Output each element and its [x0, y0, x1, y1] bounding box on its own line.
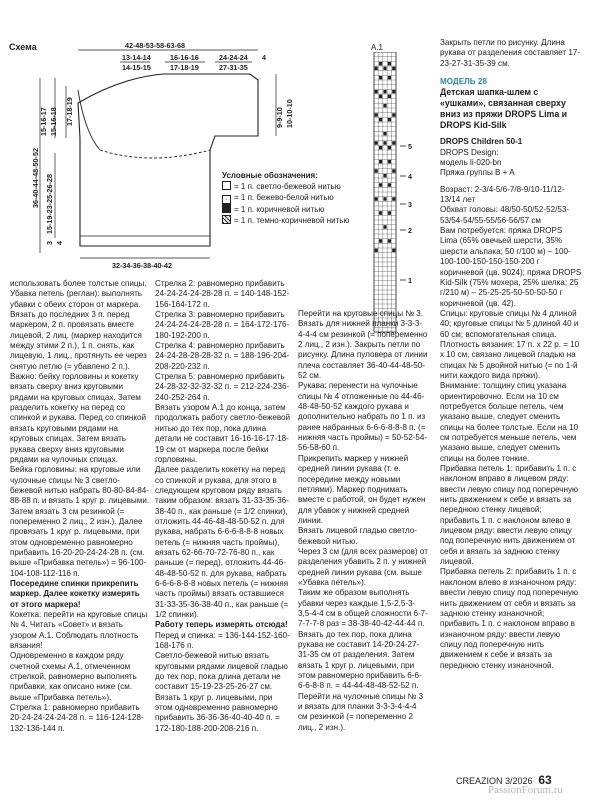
legend-item: = 1 п. светло-бежевой нитью: [222, 181, 372, 192]
schema-title: Схема: [9, 42, 37, 52]
chart-cell: [379, 76, 382, 79]
paragraph: Одновременно в каждом ряду счетной схемы A.1, отмеченном стрелкой, равномерно выполнять прибавки, как описано ниже (см. выше «Прибавка петель»).: [10, 651, 137, 702]
dim-left-total: 36-40-44-48-50-52: [31, 148, 40, 208]
chart-cell: [375, 113, 378, 116]
text-column-2: [155, 279, 291, 734]
chart-cell: [383, 174, 386, 177]
legend-item: = 1 п. коричневой нитью: [222, 204, 372, 215]
model-code: модель li-020-bn: [440, 158, 502, 168]
dim-left-d: 15-19-23-25-26-28: [45, 174, 54, 234]
paragraph: Стрелка 5: равномерно прибавить 24-28-32-32-32-32 п. = 212-224-236-240-252-264 п.: [155, 372, 290, 402]
paragraph: Важно: бейку горловины и кокетку вязать сверху вниз круговыми рядами на круговых спицах. Затем разделить кокетку на перед со спинкой и рукава. Перед со спинкой вязать круговыми рядами на круговых спицах. Затем вязать рукава сверху вниз круговыми рядами на чулочных спицах.: [10, 372, 147, 464]
model-number: МОДЕЛЬ 28: [440, 77, 487, 87]
page-number: 63: [538, 773, 552, 787]
chart-cell: [388, 76, 391, 79]
paragraph: Далее разделить кокетку на перед со спинкой и рукава, для этого в следующем круговом ряду вязать таким образом: вязать 31-33-35-36-38-40 п., как раньше (= 1/2 спинки), отложить 44-46-48-48-50-52 п. для рукава, набрать 6-6-6-8-8-8 новых петель (= нижняя часть проймы), вязать 62-66-70-72-76-80 п., как раньше (= перед), отложить 44-46-48-48-50-52 п. для рукава, набрать 6-6-6-8-8-8 новых петель (= нижняя часть проймы) вязать оставшиеся 31-33-35-36-38-40 п., как раньше (= 1/2 спинки).: [155, 465, 289, 619]
arrow-label-2: 2: [408, 226, 412, 235]
paragraph: Обхват головы: 48/50-50/52-52/53-53/54-54/55-55/56-56/57 см: [440, 205, 570, 225]
text-column-4: [440, 38, 582, 671]
swatch-dark-brown-icon: [222, 215, 231, 224]
chart-cell: [388, 183, 391, 186]
arrow-label-1: 1: [408, 276, 412, 285]
chart-cell: [392, 249, 395, 252]
chart-a1: [368, 52, 418, 337]
chart-cell: [379, 183, 382, 186]
paragraph: Возраст: 2-3/4-5/6-7/8-9/10-11/12-13/14 лет: [440, 184, 565, 205]
watermark: PassionForum.ru: [488, 784, 563, 796]
paragraph: использовать более толстые спицы.: [10, 279, 147, 288]
model-design: DROPS Design:: [440, 147, 499, 157]
text-column-3: [298, 309, 428, 733]
chart-cell: [379, 160, 382, 163]
chart-cell: [388, 239, 391, 242]
paragraph: Прибавка петель 1: прибавить 1 п. с наклоном вправо в лицевом ряду: ввести левую спицу под поперечную нить движением к себе и вязать за переднюю стенку лицевой; прибавить 1 п. с наклоном влево в лицевом ряду: ввести левую спицу под поперечную нить движением от себя и вязать за заднюю стенку лицевой.: [440, 464, 579, 567]
paragraph: Вам потребуется: пряжа DROPS Lima (65% овечьей шерсти, 35% шерсти альпака; 50 г/100 м) – 100-100-100-150-150-150-200 г коричневой (цв. 9024); пряжа DROPS Kid-Silk (75% мохера, 25% шелка; 25 г/210 м) – 25-25-25-50-50-50-50 г коричневой (цв. 42).: [440, 226, 582, 308]
chart-cell: [388, 118, 391, 121]
chart-cell: [379, 118, 382, 121]
paragraph: Спицы: круговые спицы № 4 длиной 40; круговые спицы № 5 длиной 40 и 60 см; вспомогательная спица.: [440, 308, 579, 339]
paragraph: Вязать узором A.1 до конца, затем продолжать работу светло-бежевой нитью до тех пор, пока длина детали не составит 16-16-16-17-18-19 см от маркера после бейки горловины.: [155, 403, 291, 464]
paragraph: Перейти на чулочные спицы № 3 и вязать для планки 3-3-3-4-4-4 см резинкой (= попеременно 2 лиц., 2 изн.).: [298, 691, 424, 732]
chart-cell: [375, 169, 378, 172]
model-title: Детская шапка-шлем с «ушками», связанная сверху вниз из пряжи DROPS Lima и DROPS Kid-Silk: [440, 87, 568, 131]
dim-left-e: 3: [45, 241, 54, 245]
arrow-label-5: 5: [408, 142, 412, 151]
chart-cell: [392, 169, 395, 172]
paragraph: Прибавка петель 2: прибавить 1 п. с наклоном влево в изнаночном ряду: ввести левую спицу под поперечную нить движением от себя и вязать за заднюю стенку изнаночной; прибавить 1 п. с наклоном вправо в изнаночном ряду: ввести левую спицу под поперечную нить движением к себе и вязать за переднюю стенку изнаночной.: [440, 567, 579, 670]
dim-left-b: 15-16-18: [49, 107, 58, 136]
legend-item: · = 1 п. бежево-белой нитью: [222, 192, 372, 204]
paragraph: Стрелка 3: равномерно прибавить 24-24-24-24-28-28 п. = 164-172-176-180-192-200 п.: [155, 310, 290, 340]
chart-cell: [383, 67, 386, 70]
chart-cell: [375, 249, 378, 252]
chart-cell: [379, 211, 382, 214]
paragraph: Стрелка 1: равномерно прибавить 20-24-24-24-24-28 п. = 116-124-128-132-136-144 п.: [10, 703, 144, 733]
paragraph: Вязать до тех пор, пока длина рукава не составит 14-20-24-27-31-35 см от разделения. Затем вязать 1 круг р. лицевыми, при этом равномерно прибавить 6-6-6-6-8-8 п. = 44-44-48-48-52-52 п.: [298, 629, 422, 691]
swatch-beige-white-icon: ·: [222, 195, 231, 204]
sweater-diagram: [0, 38, 300, 278]
paragraph: Внимание: толщину спиц указана ориентировочно. Если на 10 см потребуется больше петель, чем указано выше, следует сменить спицы на более толстые. Если на 10 см потребуется меньше петель, чем указано выше, следует сменить спицы на более тонкие.: [440, 381, 579, 463]
dim-top-total: 42-48-53-58-63-68: [125, 41, 185, 50]
arrow-label-3: 3: [408, 200, 412, 209]
dim-top-e: 24-24-24: [219, 53, 248, 62]
text-column-1: [10, 279, 150, 734]
chart-cell: [388, 62, 391, 65]
chart-cell: [375, 90, 378, 93]
swatch-brown-icon: [222, 204, 231, 213]
dim-right-b: 10-10-10: [285, 99, 294, 128]
chart-cell: [383, 197, 386, 200]
paragraph: Вязать лицевой гладью светло-бежевой нитью.: [298, 526, 417, 546]
paragraph: Плотность вязания: 17 п. x 22 р. = 10 x 10 см, связано лицевой гладью на спицах № 5 двойной нитью (= по 1-й нити каждого вида пряжи).: [440, 339, 580, 380]
chart-cell: [388, 95, 391, 98]
chart-arrows: [400, 146, 406, 280]
paragraph: Закрыть петли по рисунку. Длина рукава от разделения составляет 17-23-27-31-35-39 см.: [440, 38, 581, 68]
model-group: Пряжа группы B + A: [440, 168, 515, 178]
legend-item: = 1 п. темно-коричневой нитью: [222, 215, 372, 226]
paragraph: Кокетка: перейти на круговые спицы № 4. Читать «Совет» и вязать узором A.1. Соблюдать плотность вязания!: [10, 610, 148, 651]
yoke-curve: [100, 150, 210, 158]
model-children: DROPS Children 50-1: [440, 137, 523, 147]
dim-top-d: 17-18-19: [170, 63, 199, 72]
paragraph: Посередине спинки прикрепить маркер. Далее кокетку измерять от этого маркера!: [10, 578, 140, 609]
legend-title: Условные обозначения:: [222, 171, 318, 180]
swatch-light-beige-icon: [222, 181, 231, 190]
paragraph: Перед и спинка: = 136-144-152-160-168-176 п.: [155, 630, 290, 651]
magazine-name: CREAZION 3/2026: [456, 776, 533, 786]
chart-cell: [383, 132, 386, 135]
paragraph: Рукава: перенести на чулочные спицы № 4 отложенные по 44-46-48-48-50-52 каждого рукава и дополнительно набрать по 1 п. из ранее набранных 6-6-6-8-8-8 п. (= нижняя часть проймы) = 50-52-54-56-58-60 п.: [298, 381, 428, 453]
neckline: [78, 90, 100, 150]
chart-cell: [375, 141, 378, 144]
dim-top-c: 16-16-16: [170, 53, 199, 62]
arrow-label-4: 4: [408, 172, 412, 181]
chart-cell: [375, 197, 378, 200]
chart-cell: [379, 239, 382, 242]
paragraph: Убавка петель (реглан): выполнять убавки с обеих сторон от маркера. Вязать до последних 3 п. перед маркером, 2 п. провязать вместе лицевой, 2 лиц. (маркер находится между этими 2 п.), 1 п. снять, как лицевую, 1 лиц., протянуть ее через снятую петлю (= убавлено 2 п.).: [10, 289, 147, 371]
dim-top-g: 4: [262, 53, 266, 62]
chart-cell: [392, 90, 395, 93]
dim-bottom: 32-34-36-38-40-42: [112, 261, 172, 270]
chart-cell: [392, 67, 395, 70]
paragraph: Прикрепить маркер у нижней средней линии рукава (т. е. посередине между новыми петлями). Маркер поднимать вместе с работой, он будет нужен для убавок у нижней средней линии.: [298, 453, 426, 525]
chart-cell: [392, 141, 395, 144]
chart-cell: [375, 67, 378, 70]
dim-top-a: 13-14-14: [122, 53, 151, 62]
chart-cell: [379, 95, 382, 98]
chart-cell: [392, 113, 395, 116]
paragraph: Светло-бежевой нитью вязать круговыми рядами лицевой гладью до тех пор, пока длина детали не составит 15-19-23-25-26-27 см.: [155, 651, 288, 692]
chart-cell: [388, 160, 391, 163]
chart-cell: [388, 146, 391, 149]
dim-left-f: 4: [55, 241, 64, 245]
chart-cell: [388, 211, 391, 214]
paragraph: Бейка горловины: на круговые или чулочные спицы № 3 светло-бежевой нитью набрать 80-80-84-84-88-88 п. и вязать 1 круг р. лицевыми. Затем вязать 3 см резинкой (= попеременно 2 лиц., 2 изн.). Далее провязать 1 круг р. лицевыми, при этом одновременно равномерно прибавить 16-20-20-24-24-28 п. (см. выше «Прибавка петель») = 96-100-104-108-112-116 п.: [10, 465, 150, 578]
paragraph: Стрелка 4: равномерно прибавить 24-24-28-28-28-32 п. = 188-196-204-208-220-232 п.: [155, 341, 290, 371]
paragraph: Перейти на круговые спицы № 3.: [298, 309, 424, 318]
dim-top-f: 27-31-35: [219, 63, 248, 72]
chart-cell: [383, 90, 386, 93]
legend: [222, 170, 372, 226]
paragraph: Через 3 см (для всех размеров) от разделения убавить 2 п. у нижней средней линии рукава (см. выше «Убавка петель»).: [298, 546, 428, 587]
chart-cell: [383, 141, 386, 144]
chart-cell: [383, 225, 386, 228]
dim-right-a: 9-9-10: [275, 107, 284, 128]
chart-cell: [379, 62, 382, 65]
chart-cell: [379, 146, 382, 149]
paragraph: Стрелка 2: равномерно прибавить 24-24-24-24-28-28 п. = 140-148-152-156-164-172 п.: [155, 279, 290, 309]
chart-label: A.1: [371, 43, 384, 52]
paragraph: Вязать 1 круг р. лицевыми, при этом одновременно равномерно прибавить 36-36-36-40-40-40 п. = 172-180-188-200-208-216 п.: [155, 692, 280, 733]
chart-cell: [392, 197, 395, 200]
paragraph: Вязать для нижней планки 3-3-3-4-4-4 см резинкой (= попеременно 2 лиц., 2 изн.). Закрыть петли по рисунку. Длина пуловера от линии плеча составляет 36-40-44-48-50-52 см.: [298, 319, 428, 381]
dim-left-a: 15-16-17: [39, 107, 48, 136]
dim-left-c: 17-18-19: [65, 97, 74, 126]
chart-cell: [383, 104, 386, 107]
paragraph: Таким же образом выполнять убавки через каждые 1,5-2,5-3-3,5-4-4 см в общей сложности 6-7-7-7-7-8 раз = 38-38-40-42-44-44 п.: [298, 588, 428, 629]
dim-top-b: 14-15-15: [122, 63, 151, 72]
paragraph: Работу теперь измерять отсюда!: [155, 620, 288, 630]
